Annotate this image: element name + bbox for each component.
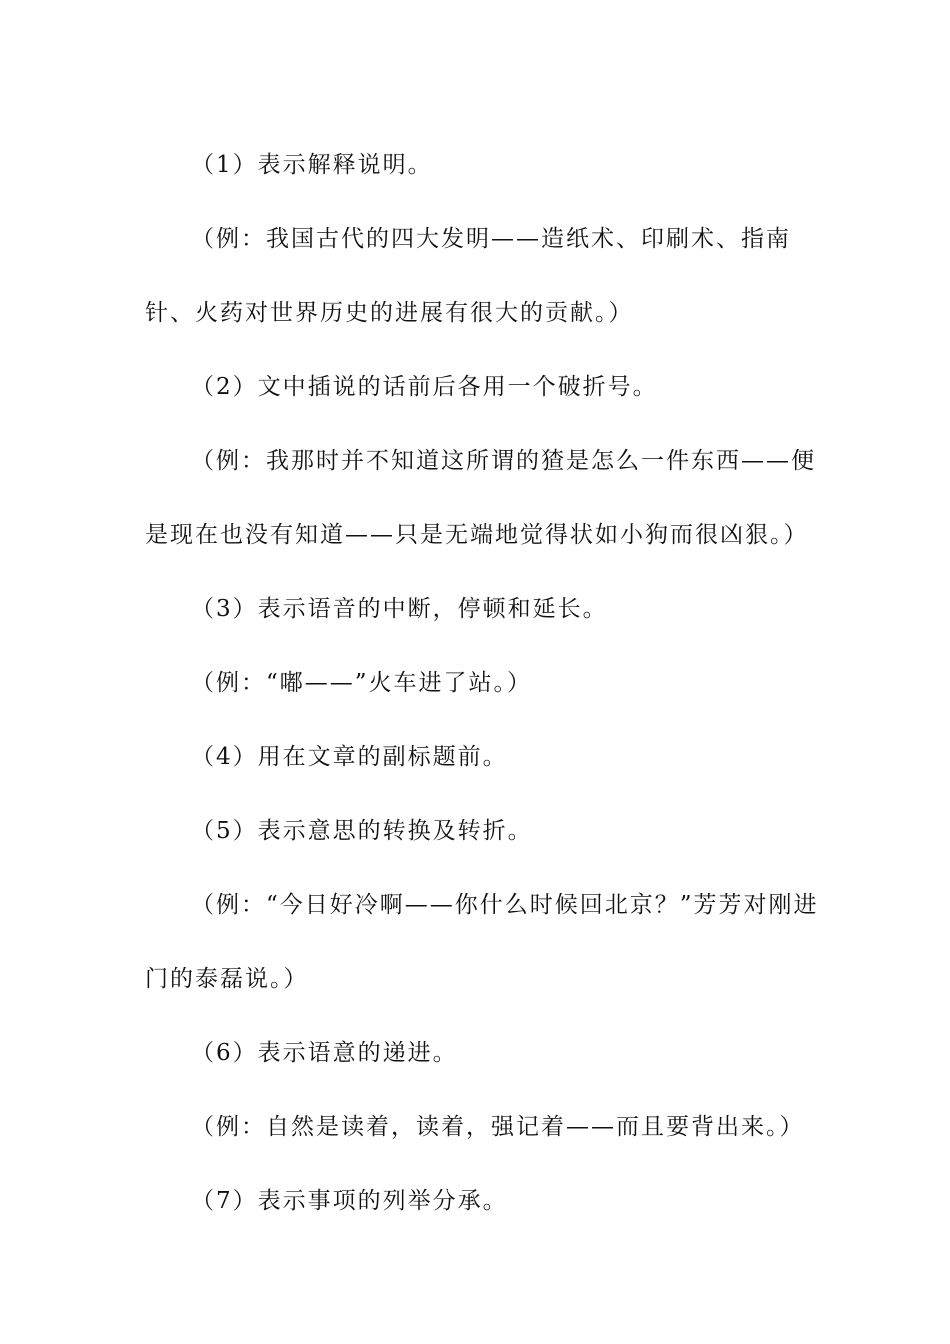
paragraph-5: （3）表示语音的中断，停顿和延长。 — [191, 596, 608, 622]
paragraph-12: （7）表示事项的列举分承。 — [191, 1188, 508, 1214]
paragraph-6: （例：“嘟——”火车进了站。） — [191, 670, 533, 696]
paragraph-1: （1）表示解释说明。 — [191, 152, 433, 178]
paragraph-10: （6）表示语意的递进。 — [191, 1040, 458, 1066]
paragraph-7: （4）用在文章的副标题前。 — [191, 744, 508, 770]
paragraph-4: （例：我那时并不知道这所谓的猹是怎么一件东西——便是现在也没有知道——只是无端地觉得状如小狗而很凶狠。） — [145, 448, 816, 548]
document-body — [145, 128, 825, 1238]
paragraph-2: （例：我国古代的四大发明——造纸术、印刷术、指南针、火药对世界历史的进展有很大的贡献。） — [145, 226, 791, 326]
paragraph-11: （例：自然是读着，读着，强记着——而且要背出来。） — [191, 1114, 805, 1140]
paragraph-3: （2）文中插说的话前后各用一个破折号。 — [191, 374, 658, 400]
paragraph-9: （例：“今日好冷啊——你什么时候回北京？”芳芳对刚进门的泰磊说。） — [145, 892, 819, 992]
paragraph-8: （5）表示意思的转换及转折。 — [191, 818, 533, 844]
